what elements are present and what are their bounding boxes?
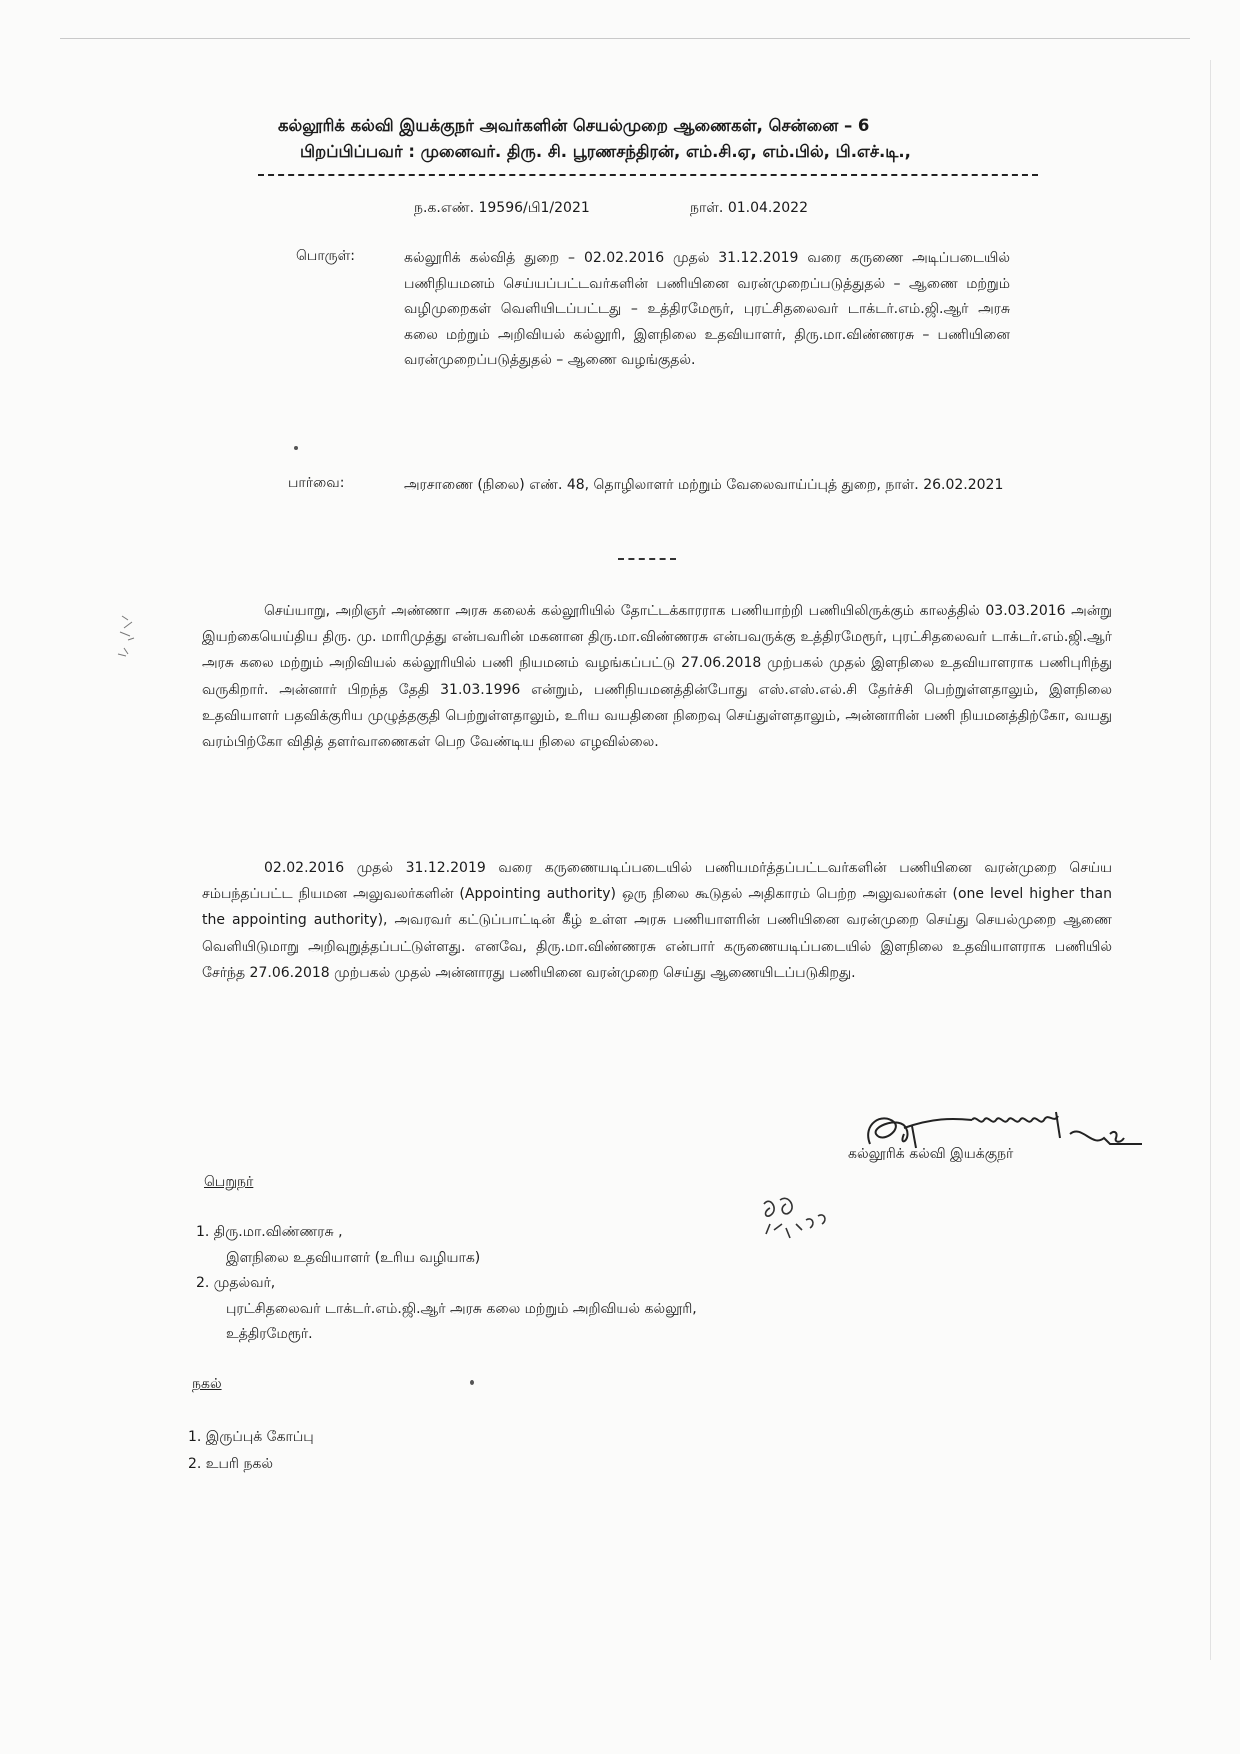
scan-speck	[294, 446, 298, 450]
header-title: கல்லூரிக் கல்வி இயக்குநர் அவர்களின் செயல்முறை ஆணைகள், சென்னை – 6	[278, 116, 870, 135]
copies-heading: நகல்	[192, 1376, 222, 1392]
list-item: இளநிலை உதவியாளர் (உரிய வழியாக)	[226, 1249, 481, 1266]
reference-number: ந.க.எண். 19596/பி1/2021	[414, 200, 590, 216]
body-paragraph: செய்யாறு, அறிஞர் அண்ணா அரசு கலைக் கல்லூரியில் தோட்டக்காரராக பணியாற்றி பணியிலிருக்கும் காலத்தில் 03.03.2016 அன்று இயற்கையெய்திய திரு. மு. மாரிமுத்து என்பவரின் மகனான திரு.மா.விண்ணரசு என்பவருக்கு உத்திரமேரூர், புரட்சிதலைவர் டாக்டர்.எம்.ஜி.ஆர் அரசு கலை மற்றும் அறிவியல் கல்லூரியில் பணி நியமனம் வழங்கப்பட்டு 27.06.2018 முற்பகல் முதல் இளநிலை உதவியாளராக பணிபுரிந்து வருகிறார். அன்னார் பிறந்த தேதி 31.03.1996 என்றும், பணிநியமனத்தின்போது எஸ்.எஸ்.எல்.சி தேர்ச்சி பெற்றுள்ளதாலும், இளநிலை உதவியாளர் பதவிக்குரிய முழுத்தகுதி பெற்றுள்ளதாலும், உரிய வயதினை நிறைவு செய்துள்ளதாலும், அன்னாரின் பணி நியமனத்திற்கோ, வயது வரம்பிற்கோ விதித் தளர்வாணைகள் பெற வேண்டிய நிலை எழவில்லை.	[202, 603, 1112, 751]
header-issuer: பிறப்பிப்பவர் : முனைவர். திரு. சி. பூரணசந்திரன், எம்.சி.ஏ, எம்.பில், பி.எச்.டி.,	[300, 142, 911, 161]
copies-list	[188, 1424, 314, 1478]
recipients-heading: பெறுநர்	[204, 1174, 254, 1190]
scan-edge-line	[1210, 60, 1211, 1660]
subject-label: பொருள்:	[296, 248, 355, 264]
order-date: நாள். 01.04.2022	[690, 200, 808, 216]
list-item: உத்திரமேரூர்.	[226, 1326, 313, 1342]
scan-speck	[470, 1380, 474, 1385]
scan-smudge	[112, 610, 152, 670]
reference-text: அரசாணை (நிலை) எண். 48, தொழிலாளர் மற்றும் வேலைவாய்ப்புத் துறை, நாள். 26.02.2021	[404, 477, 1004, 493]
section-separator	[618, 558, 676, 560]
scan-edge-line	[60, 38, 1190, 39]
reference-label: பார்வை:	[288, 475, 345, 491]
body-paragraph: 02.02.2016 முதல் 31.12.2019 வரை கருணையடிப்படையில் பணியமர்த்தப்பட்டவர்களின் பணியினை வரன்முறை செய்ய சம்பந்தப்பட்ட நியமன அலுவலர்களின் (Appointing authority) ஒரு நிலை கூடுதல் அதிகாரம் பெற்ற அலுவலர்கள் (one level higher than the appointing authority), அவரவர் கட்டுப்பாட்டின் கீழ் உள்ள அரசு பணியாளரின் பணியினை வரன்முறை செய்து செயல்முறை ஆணை வெளியிடுமாறு அறிவுறுத்தப்பட்டுள்ளது. எனவே, திரு.மா.விண்ணரசு என்பார் கருணையடிப்படையில் இளநிலை உதவியாளராக பணியில் சேர்ந்த 27.06.2018 முற்பகல் முதல் அன்னாரது பணியினை வரன்முறை செய்து ஆணையிடப்படுகிறது.	[202, 860, 1112, 981]
signatory-title: கல்லூரிக் கல்வி இயக்குநர்	[848, 1146, 1014, 1162]
list-item: 1. திரு.மா.விண்ணரசு ,	[196, 1224, 343, 1240]
header-divider	[258, 174, 1038, 176]
list-item: புரட்சிதலைவர் டாக்டர்.எம்.ஜி.ஆர் அரசு கலை மற்றும் அறிவியல் கல்லூரி,	[226, 1300, 697, 1317]
subject-text: கல்லூரிக் கல்வித் துறை – 02.02.2016 முதல் 31.12.2019 வரை கருணை அடிப்படையில் பணிநியமனம் செய்யப்பட்டவர்களின் பணியினை வரன்முறைப்படுத்துதல் – ஆணை மற்றும் வழிமுறைகள் வெளியிடப்பட்டது – உத்திரமேரூர், புரட்சிதலைவர் டாக்டர்.எம்.ஜி.ஆர் அரசு கலை மற்றும் அறிவியல் கல்லூரி, இளநிலை உதவியாளர், திரு.மா.விண்ணரசு – பணியினை வரன்முறைப்படுத்துதல் – ஆணை வழங்குதல்.	[404, 250, 1010, 369]
list-item: 1. இருப்புக் கோப்பு	[188, 1429, 314, 1445]
list-item: 2. முதல்வர்,	[196, 1275, 276, 1291]
list-item: 2. உபரி நகல்	[188, 1456, 274, 1472]
recipients-list	[196, 1220, 896, 1348]
